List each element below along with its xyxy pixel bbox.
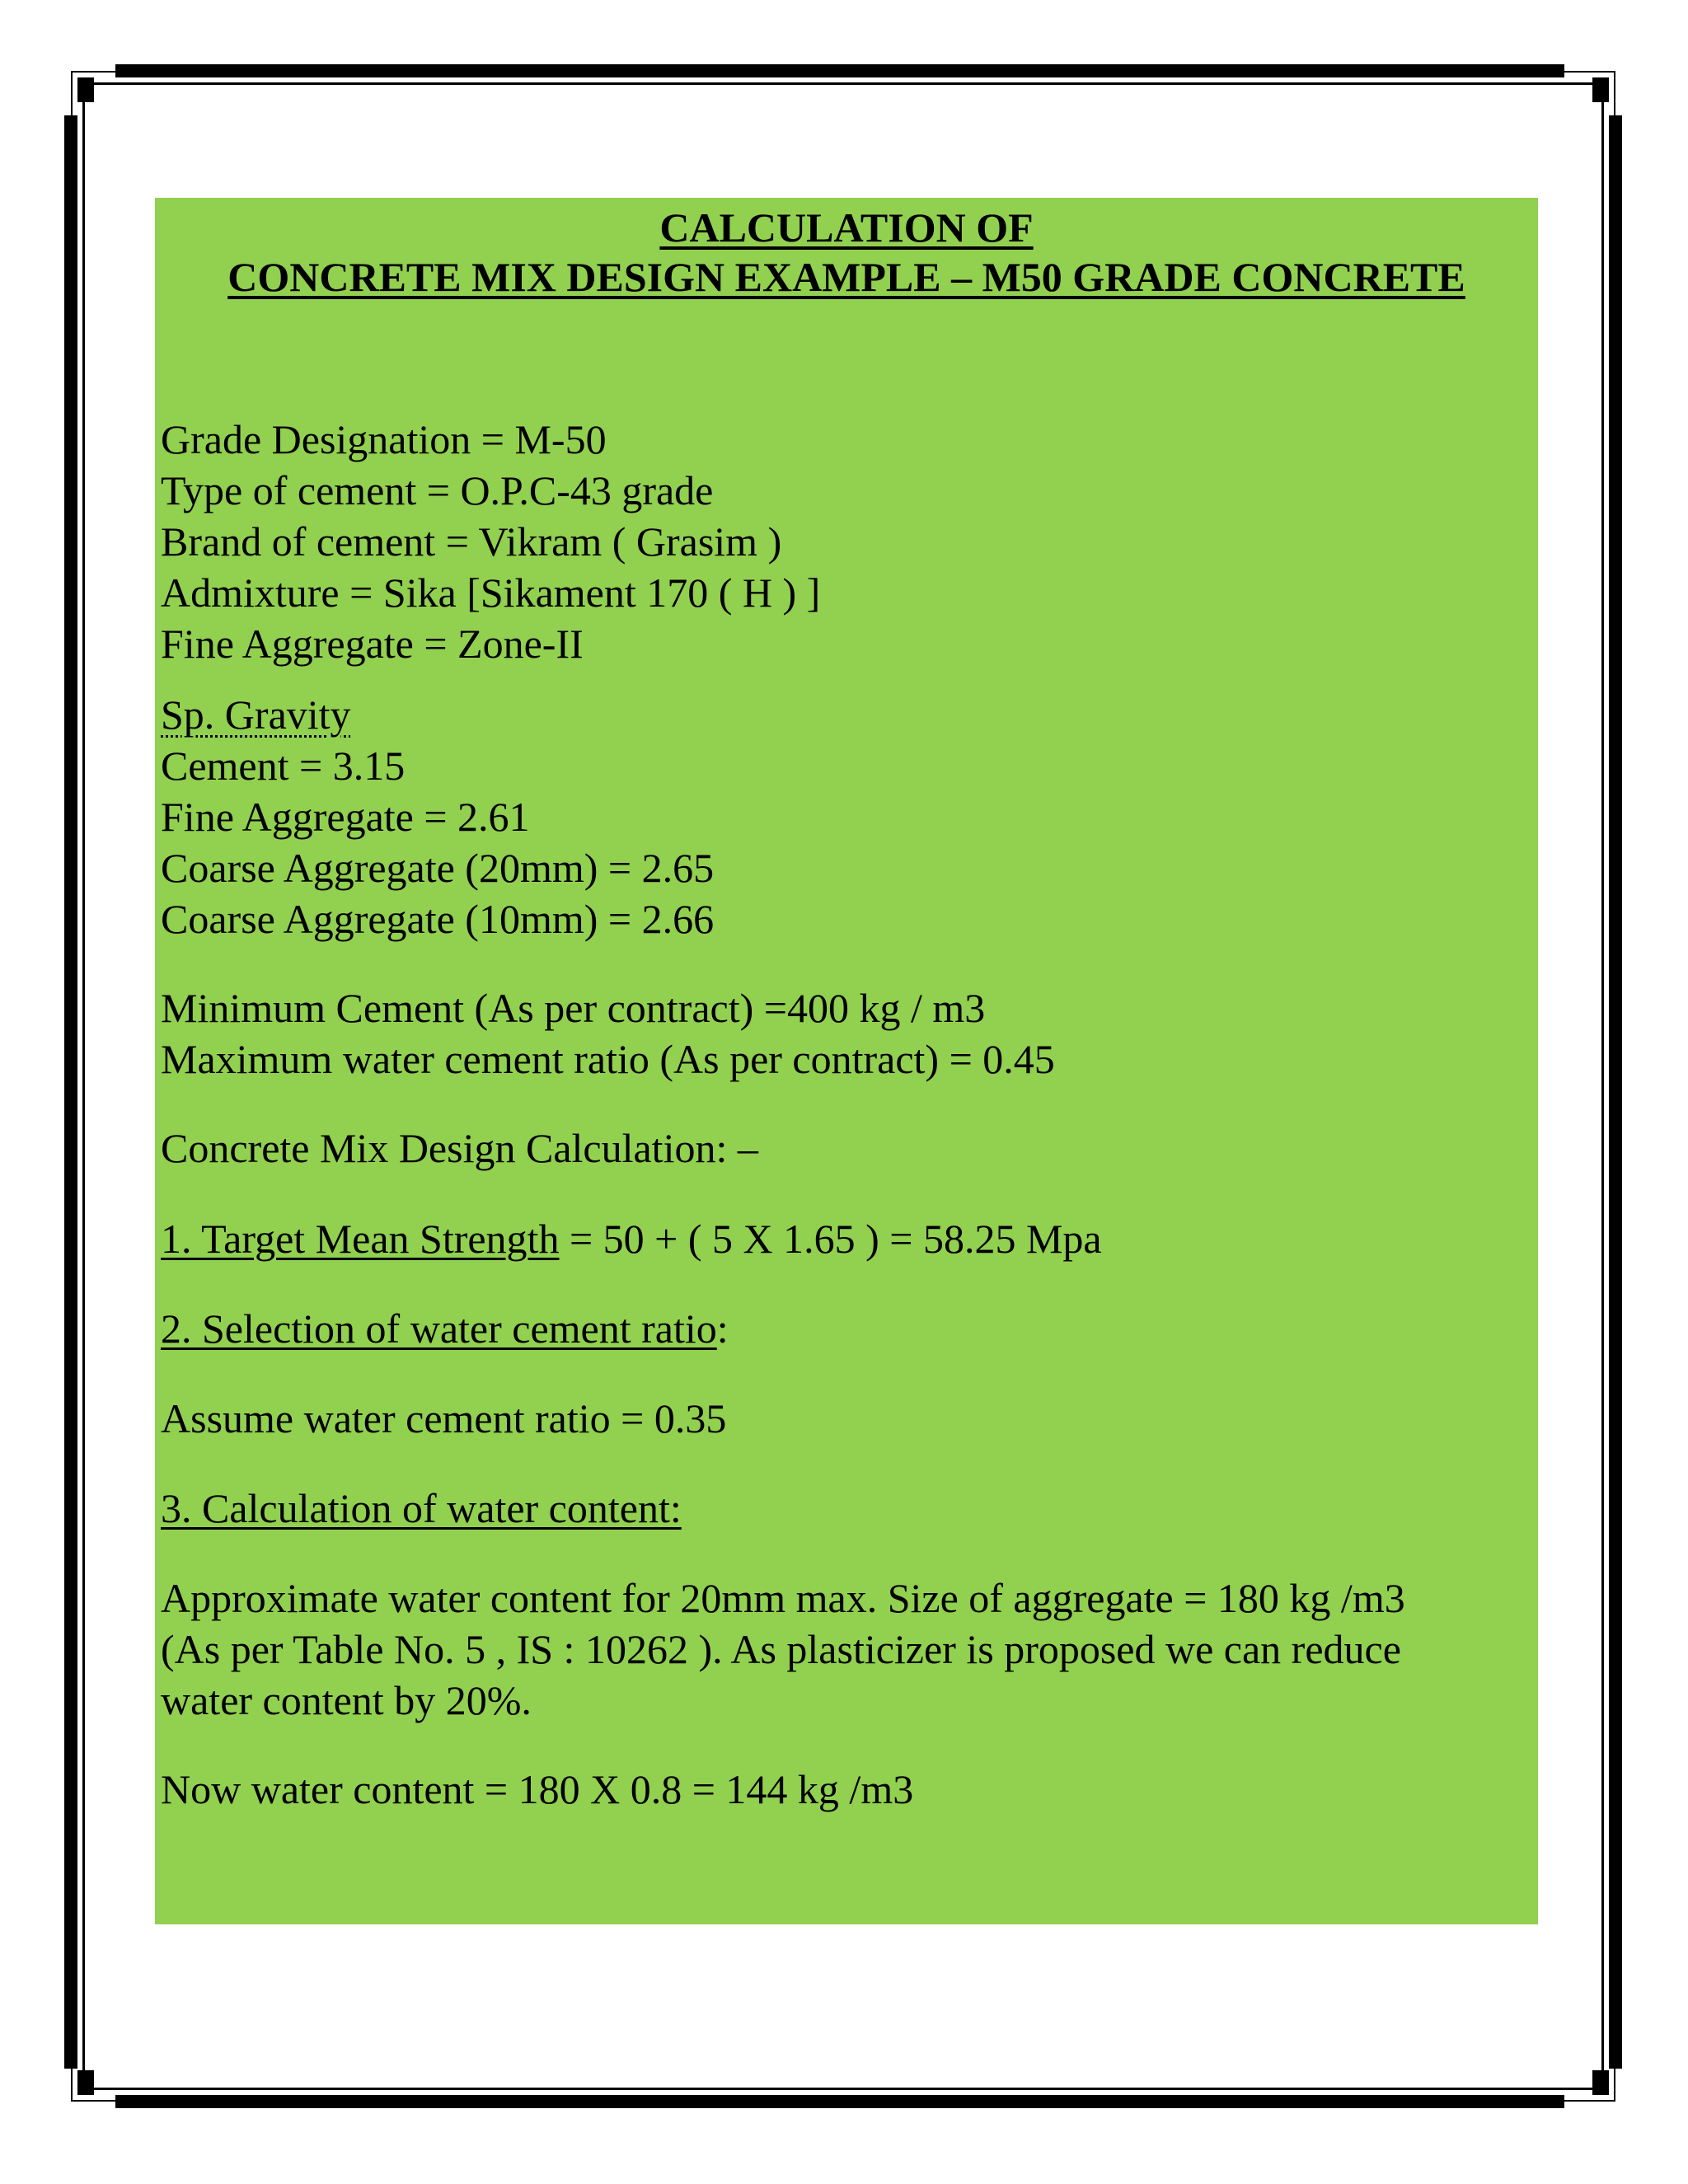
sp-gravity-fine: Fine Aggregate = 2.61 bbox=[161, 794, 530, 840]
calc-heading: Concrete Mix Design Calculation: – bbox=[161, 1125, 758, 1171]
spec-cement-type: Type of cement = O.P.C-43 grade bbox=[161, 467, 714, 513]
contract-max-wc: Maximum water cement ratio (As per contract) = 0.45 bbox=[161, 1036, 1055, 1082]
step-2-title: 2. Selection of water cement ratio bbox=[161, 1305, 717, 1352]
corner-tl bbox=[77, 77, 94, 102]
sp-gravity-heading: Sp. Gravity bbox=[161, 691, 351, 738]
step-3-title: 3. Calculation of water content: bbox=[161, 1485, 682, 1531]
sp-gravity-coarse-20: Coarse Aggregate (20mm) = 2.65 bbox=[161, 845, 715, 891]
corner-tr bbox=[1592, 77, 1609, 102]
step-1 bbox=[161, 1213, 1102, 1264]
step-1-value: = 50 + ( 5 X 1.65 ) = 58.25 Mpa bbox=[559, 1216, 1102, 1262]
step-3-para-3: water content by 20%. bbox=[161, 1677, 532, 1723]
step-2-text: Assume water cement ratio = 0.35 bbox=[161, 1395, 727, 1441]
spec-admixture: Admixture = Sika [Sikament 170 ( H ) ] bbox=[161, 569, 821, 616]
corner-br bbox=[1592, 2070, 1609, 2095]
step-2-suffix: : bbox=[716, 1305, 729, 1352]
step-1-title: 1. Target Mean Strength bbox=[161, 1216, 560, 1262]
sp-gravity-coarse-10: Coarse Aggregate (10mm) = 2.66 bbox=[161, 896, 715, 942]
step-3-para-1: Approximate water content for 20mm max. Size of aggregate = 180 kg /m3 bbox=[161, 1575, 1405, 1621]
contract-min-cement: Minimum Cement (As per contract) =400 kg / m3 bbox=[161, 985, 986, 1031]
corner-bl bbox=[77, 2070, 94, 2095]
spec-fine-aggregate: Fine Aggregate = Zone-II bbox=[161, 621, 584, 667]
spec-cement-brand: Brand of cement = Vikram ( Grasim ) bbox=[161, 518, 782, 565]
step-2 bbox=[161, 1303, 729, 1354]
sp-gravity-cement: Cement = 3.15 bbox=[161, 743, 406, 789]
step-3-para-2: (As per Table No. 5 , IS : 10262 ). As plasticizer is proposed we can reduce bbox=[161, 1626, 1401, 1672]
content-panel bbox=[155, 198, 1538, 1924]
spec-grade: Grade Designation = M-50 bbox=[161, 416, 607, 462]
title-line-2: CONCRETE MIX DESIGN EXAMPLE – M50 GRADE CONCRETE bbox=[227, 254, 1465, 300]
step-3-result: Now water content = 180 X 0.8 = 144 kg /m3 bbox=[161, 1766, 914, 1812]
title-line-1: CALCULATION OF bbox=[659, 204, 1034, 251]
